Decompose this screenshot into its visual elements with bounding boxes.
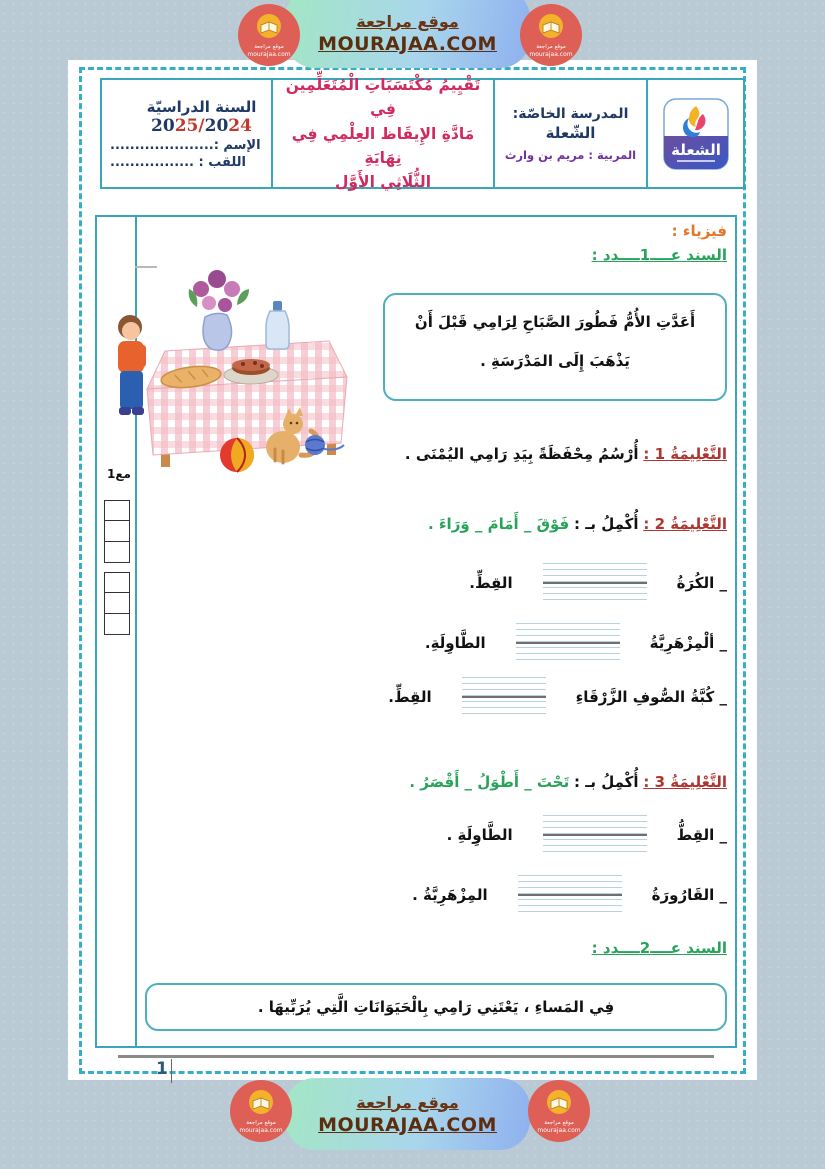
bottle bbox=[266, 301, 289, 349]
year-seg: 20 bbox=[204, 115, 229, 136]
school-logo bbox=[663, 98, 729, 170]
exercise3-row-2 bbox=[412, 875, 727, 915]
support1-heading: السند عــــ1ــــدد : bbox=[591, 246, 727, 264]
exam-title-line3: الثُّلَاثِي الأَوَّل bbox=[334, 172, 432, 191]
school-info-cell bbox=[493, 80, 646, 187]
logo-tagline-bar bbox=[677, 160, 715, 162]
answer-blank[interactable] bbox=[518, 875, 622, 915]
score-boxes-group2 bbox=[104, 573, 130, 635]
exam-title-line1: تَقْيِيمُ مُكْتَسَبَاتِ الْمُتَعَلِّمِين فِي bbox=[285, 76, 481, 119]
row-start-text: _ القَارُورَةُ bbox=[651, 886, 727, 904]
text-cursor-mark bbox=[171, 1059, 173, 1083]
school-logo-cell bbox=[646, 80, 743, 187]
answer-blank[interactable] bbox=[516, 623, 620, 663]
badge-text-ar: موقع مراجعة bbox=[536, 44, 566, 50]
site-badge bbox=[230, 1080, 292, 1142]
year-seg: 24 bbox=[228, 115, 252, 136]
instruction-2-prefix: أُكْمِلُ بـ : bbox=[574, 515, 639, 533]
badge-text-url: mourajaa.com bbox=[537, 1127, 581, 1134]
exam-title-cell bbox=[271, 76, 493, 191]
exercise3-row-1 bbox=[447, 815, 727, 855]
score-box[interactable] bbox=[104, 520, 130, 542]
row-start-text: _ ألْمِزْهَرِيَّةُ bbox=[649, 634, 727, 652]
row-start-text: _ كُبَّةُ الصُّوفِ الزَّرْقَاءِ bbox=[575, 688, 727, 706]
instruction-3 bbox=[409, 773, 727, 791]
exercise2-row-3 bbox=[388, 677, 727, 717]
exercise2-row-2 bbox=[425, 623, 727, 663]
instruction-1 bbox=[405, 445, 727, 463]
school-year-label: السنة الدراسيّة bbox=[146, 97, 257, 116]
badge-text-url: mourajaa.com bbox=[529, 51, 573, 58]
instruction-3-prefix: أُكْمِلُ بـ : bbox=[574, 773, 639, 791]
row-start-text: _ الكُرَةُ bbox=[676, 574, 727, 592]
instruction-1-label: التَّعْلِيمَةُ 1 : bbox=[643, 445, 727, 463]
badge-text-ar: موقع مراجعة bbox=[246, 1120, 276, 1126]
exercise2-row-1 bbox=[469, 563, 727, 603]
site-url-link[interactable]: MOURAJAA.COM bbox=[318, 32, 497, 55]
score-box[interactable] bbox=[104, 541, 130, 563]
score-box[interactable] bbox=[104, 500, 130, 522]
page-number-value: 1 bbox=[156, 1059, 168, 1079]
flower-vase bbox=[189, 270, 249, 350]
answer-blank[interactable] bbox=[543, 815, 647, 855]
header-table bbox=[100, 78, 745, 189]
support2-heading: السند عــــ2ــــدد : bbox=[591, 939, 727, 957]
badge-text-ar: موقع مراجعة bbox=[544, 1120, 574, 1126]
logo-text: الشعلة bbox=[670, 140, 721, 159]
exam-title-line2: مَادَّةِ الإِيقَاظ العِلْمِي فِي نِهَايَةِ bbox=[291, 124, 475, 167]
instruction-2-label: التَّعْلِيمَةُ 2 : bbox=[643, 515, 727, 533]
teacher-name: المربية : مريم بن وارث bbox=[504, 147, 637, 162]
criterion-label: مع1 bbox=[107, 467, 131, 481]
instruction-1-text: أُرْسُمُ مِحْفَظَةً بِيَدِ رَامِي اليُمْنَى . bbox=[404, 445, 639, 463]
score-box[interactable] bbox=[104, 613, 130, 635]
answer-blank[interactable] bbox=[543, 563, 647, 603]
site-name-arabic[interactable]: موقع مراجعة bbox=[356, 1092, 459, 1112]
answer-blank[interactable] bbox=[462, 677, 546, 717]
row-end-text: القِطِّ. bbox=[388, 688, 432, 706]
school-name: الشّعلة bbox=[545, 123, 596, 142]
ball bbox=[220, 438, 254, 472]
page-number bbox=[156, 1059, 172, 1083]
exercise-area bbox=[95, 215, 737, 1048]
badge-text-ar: موقع مراجعة bbox=[254, 44, 284, 50]
school-label: المدرسة الخاصّة: bbox=[512, 105, 629, 122]
site-banner-bottom[interactable] bbox=[285, 1078, 530, 1150]
support2-text-box bbox=[145, 983, 727, 1031]
support1-text-box bbox=[383, 293, 727, 401]
boy-figure bbox=[118, 315, 146, 415]
support1-text: أَعَدَّتِ الأُمُّ فَطُورَ الصَّبَاحِ لِرَامِي قَبْلَ أَنْ يَذْهَبَ إِلَى المَدْرَسَةِ . bbox=[414, 313, 696, 370]
site-url-link[interactable]: MOURAJAA.COM bbox=[318, 1113, 497, 1136]
worksheet-page bbox=[68, 60, 757, 1080]
instruction-2 bbox=[428, 515, 727, 533]
site-badge bbox=[238, 4, 300, 66]
site-badge bbox=[528, 1080, 590, 1142]
site-badge bbox=[520, 4, 582, 66]
row-end-text: الطَّاوِلَةِ . bbox=[446, 826, 513, 844]
row-end-text: الطَّاوِلَةِ. bbox=[424, 634, 486, 652]
row-start-text: _ القِطُّ bbox=[676, 826, 727, 844]
instruction-3-options: تَحْتَ _ أَطْوَلُ _ أَقْصَرُ . bbox=[409, 773, 570, 791]
row-end-text: القِطِّ. bbox=[469, 574, 513, 592]
support2-text: فِي المَساءِ ، يَعْتَنِي رَامِي بِالْحَيَوَانَاتِ الَّتِي يُرَبِّيهَا . bbox=[257, 998, 615, 1016]
year-separator: / bbox=[198, 115, 205, 136]
subject-heading: فيزياء : bbox=[671, 222, 727, 240]
last-name-field[interactable]: اللقب : ................. bbox=[110, 154, 246, 170]
instruction-2-options: فَوْقَ _ أَمَامَ _ وَرَاءَ . bbox=[427, 515, 570, 533]
score-boxes-group1 bbox=[104, 501, 130, 563]
row-end-text: المِزْهَرِيَّةُ . bbox=[412, 886, 488, 904]
badge-text-url: mourajaa.com bbox=[239, 1127, 283, 1134]
site-banner-top[interactable] bbox=[285, 0, 530, 68]
year-seg: 20 bbox=[151, 115, 175, 136]
student-info-cell bbox=[102, 80, 271, 187]
footer-rule bbox=[118, 1055, 714, 1058]
score-box[interactable] bbox=[104, 592, 130, 614]
instruction-3-label: التَّعْلِيمَةُ 3 : bbox=[643, 773, 727, 791]
site-name-arabic[interactable]: موقع مراجعة bbox=[356, 11, 459, 31]
scene-illustration bbox=[105, 259, 351, 477]
first-name-field[interactable]: الإسم :..................... bbox=[110, 137, 261, 153]
badge-text-url: mourajaa.com bbox=[247, 51, 291, 58]
score-box[interactable] bbox=[104, 572, 130, 594]
school-year-value bbox=[151, 116, 252, 136]
exam-title bbox=[273, 73, 493, 193]
year-seg: 25 bbox=[174, 115, 199, 136]
